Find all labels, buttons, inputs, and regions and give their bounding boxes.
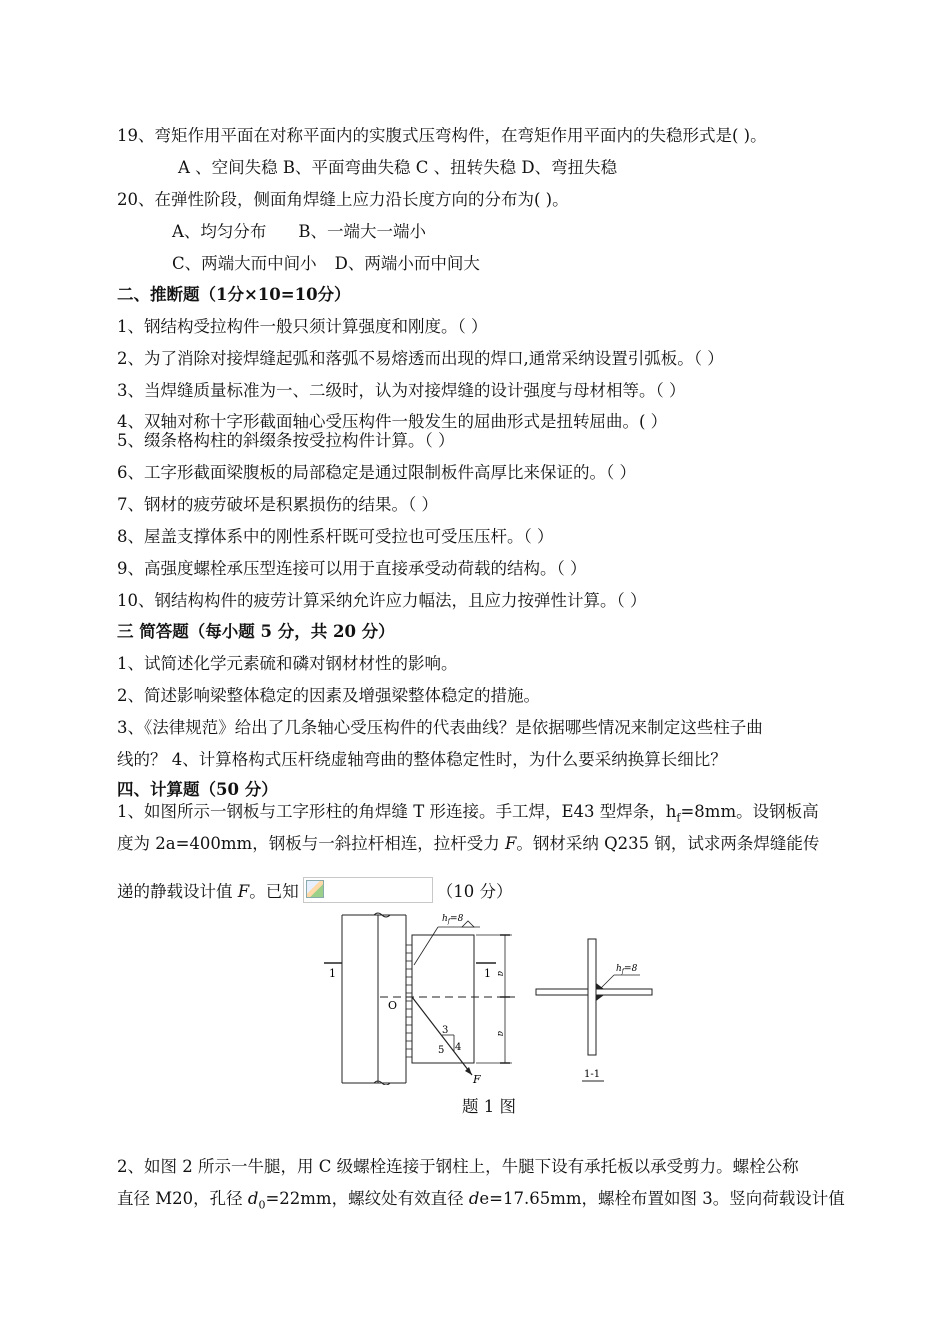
judge-item: 8、屋盖支撑体系中的刚性系杆既可受拉也可受压压杆。（ ） <box>117 527 554 546</box>
option-c: C、两端大而中间小 <box>172 254 317 273</box>
question-20-options-ab <box>172 221 426 243</box>
dim-label-a: a <box>495 971 505 977</box>
figure-1-caption: 题 1 图 <box>462 1097 516 1116</box>
section-name-label: 1-1 <box>584 1069 601 1080</box>
weld-size-label-2: $h_f=8$ <box>616 964 638 975</box>
short-answer-item: 3、《法律规范》给出了几条轴心受压构件的代表曲线？是依据哪些情况来制定这些柱子曲 <box>117 718 763 737</box>
judge-item: 6、工字形截面梁腹板的局部稳定是通过限制板件高厚比来保证的。（ ） <box>117 463 636 482</box>
steel-plate <box>412 935 474 1063</box>
dim-label-a: a <box>495 1031 505 1037</box>
weld-size-label: $h_f=8$ <box>442 914 464 925</box>
judge-item: 4、双轴对称十字形截面轴心受压构件一般发生的屈曲形式是扭转屈曲。( ） <box>117 412 668 431</box>
force-label: F <box>473 1073 481 1085</box>
judge-item: 1、钢结构受拉构件一般只须计算强度和刚度。（ ） <box>117 317 488 336</box>
calc-problem-1-line-2: 度为 2a=400mm，钢板与一斜拉杆相连，拉杆受力 F。钢材采纳 Q235 钢，试求两条焊缝能传 <box>117 834 820 853</box>
option-d: D、两端小而中间大 <box>334 254 480 273</box>
section-4-title: 四、计算题（50 分） <box>117 780 278 799</box>
judge-item: 7、钢材的疲劳破坏是积累损伤的结果。（ ） <box>117 495 438 514</box>
judge-item: 3、当焊缝质量标准为一、二级时，认为对接焊缝的设计强度与母材相等。（ ） <box>117 381 686 400</box>
judge-item: 5、缀条格构柱的斜缀条按受拉构件计算。（ ） <box>117 431 455 450</box>
slope-label: 3 <box>442 1025 449 1036</box>
calc-problem-1-line-1: 1、如图所示一钢板与工字形柱的角焊缝 T 形连接。手工焊，E43 型焊条，$h_f=8mm$。设钢板高 <box>117 802 819 825</box>
leader-line <box>414 927 438 965</box>
option-a: A、均匀分布 <box>172 222 267 241</box>
short-answer-item: 2、简述影响梁整体稳定的因素及增强梁整体稳定的措施。 <box>117 686 540 705</box>
calc-problem-2-line-2: 直径 M20，孔径 $d_0=22mm$，螺纹处有效直径 de=17.65mm，螺栓布置如图 3。竖向荷载设计值 <box>117 1189 845 1212</box>
section-2-title: 二、推断题（1分×10=10分） <box>117 285 351 304</box>
section-label: 1 <box>484 967 491 980</box>
question-20-options-cd <box>172 253 480 275</box>
option-b: B、一端大一端小 <box>298 222 427 241</box>
slope-label: 5 <box>438 1045 445 1056</box>
question-19: 19、弯矩作用平面在对称平面内的实腹式压弯构件，在弯矩作用平面内的失稳形式是( )。 <box>117 126 767 145</box>
judge-item: 9、高强度螺栓承压型连接可以用于直接承受动荷载的结构。（ ） <box>117 559 587 578</box>
question-20: 20、在弹性阶段，侧面角焊缝上应力沿长度方向的分布为( )。 <box>117 190 569 209</box>
question-19-options: A 、空间失稳 B、平面弯曲失稳 C 、扭转失稳 D、弯扭失稳 <box>178 158 618 177</box>
figure-1 <box>320 905 660 1085</box>
weld-symbol <box>462 921 474 927</box>
judge-item: 2、为了消除对接焊缝起弧和落弧不易熔透而出现的焊口,通常采纳设置引弧板。（ ） <box>117 349 724 368</box>
calc-problem-1-line-3: 递的静载设计值 F。已知 （10 分） <box>117 877 512 903</box>
judge-item: 10、钢结构构件的疲劳计算采纳允许应力幅法，且应力按弹性计算。（ ） <box>117 591 647 610</box>
short-answer-item: 线的？ 4、计算格构式压杆绕虚轴弯曲的整体稳定性时，为什么要采纳换算长细比？ <box>117 750 727 769</box>
weld-mark <box>596 995 604 1001</box>
calc-problem-2-line-1: 2、如图 2 所示一牛腿，用 C 级螺栓连接于钢柱上，牛腿下设有承托板以承受剪力。螺栓公称 <box>117 1157 799 1176</box>
section-label: 1 <box>329 967 336 980</box>
slope-label: 4 <box>455 1042 462 1053</box>
broken-image-icon <box>303 877 433 903</box>
weld-hatch <box>406 945 412 1057</box>
section-web <box>588 939 596 1055</box>
section-3-title: 三 简答题（每小题 5 分，共 20 分） <box>117 622 395 641</box>
short-answer-item: 1、试简述化学元素硫和磷对钢材材性的影响。 <box>117 654 458 673</box>
origin-label: O <box>388 999 398 1012</box>
